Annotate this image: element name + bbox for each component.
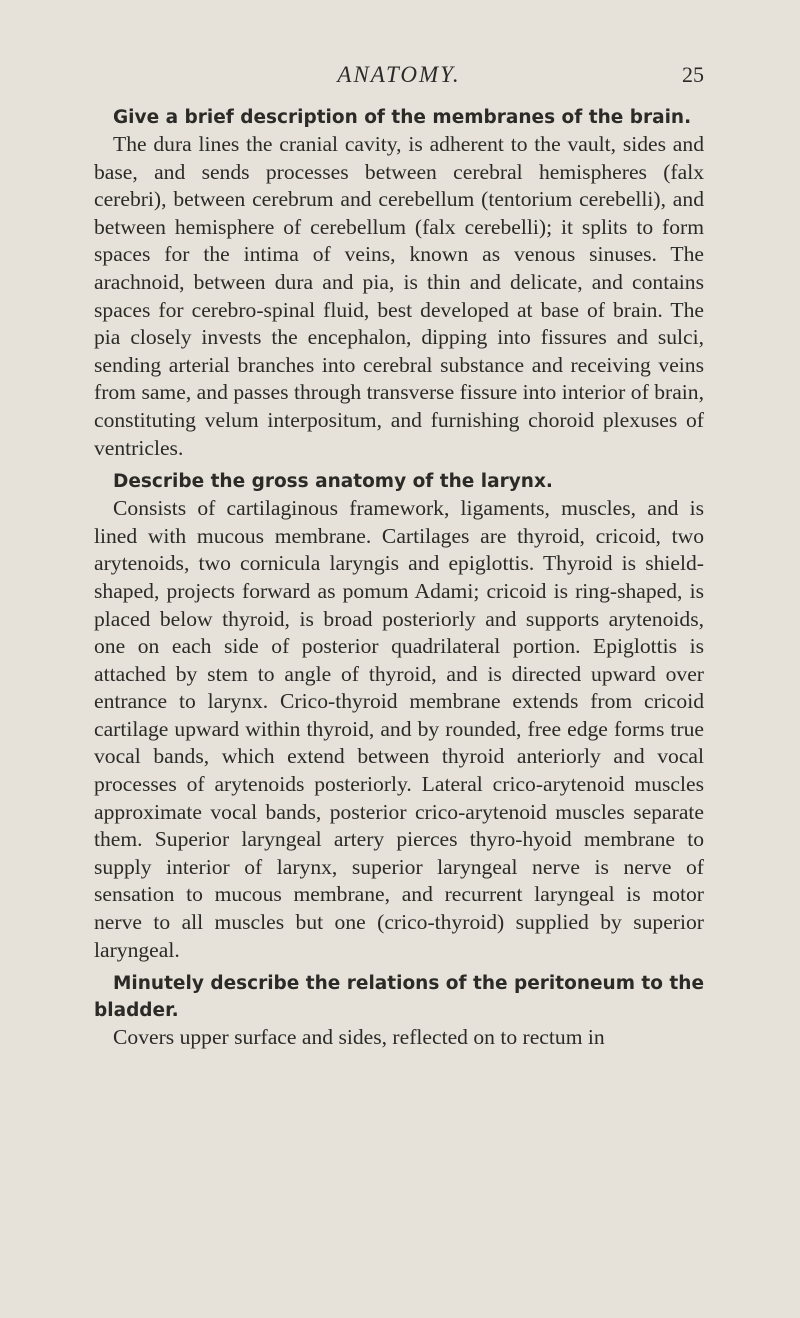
question-heading: Minutely describe the relations of the peritoneum to the bladder. [94, 973, 704, 1022]
section-peritoneum-bladder [94, 970, 704, 1052]
running-head [94, 62, 704, 98]
section-larynx [94, 468, 704, 964]
section-brain-membranes [94, 104, 704, 462]
answer-paragraph: Consists of cartilaginous framework, ligaments, muscles, and is lined with mucous membrane. Cartilages are thyroid, cricoid, two arytenoids, two cornicula laryngis and epiglottis. Thyroid is shield-shaped, projects forward as pomum Adami; cricoid is ring-shaped, is placed below thyroid, is broad posteriorly and supports arytenoids, one on each side of posterior quadrilateral portion. Epiglottis is attached by stem to angle of thyroid, and is directed upward over entrance to larynx. Crico-thyroid membrane extends from cricoid cartilage upward within thyroid, and by rounded, free edge forms true vocal bands, which extend between thyroid anteriorly and vocal processes of arytenoids posteriorly. Lateral crico-arytenoid muscles approximate vocal bands, posterior crico-arytenoid muscles separate them. Superior laryngeal artery pierces thyro-hyoid membrane to supply interior of larynx, superior laryngeal nerve is nerve of sensation to mucous membrane, and recurrent laryngeal is motor nerve to all muscles but one (crico-thyroid) supplied by superior laryngeal. [94, 496, 704, 962]
question-heading: Describe the gross anatomy of the larynx. [113, 471, 553, 493]
answer-paragraph: The dura lines the cranial cavity, is adherent to the vault, sides and base, and sends processes between cerebral hemispheres (falx cerebri), between cerebrum and cerebellum (tentorium cerebelli), and between hemisphere of cerebellum (falx cerebelli); it splits to form spaces for the intima of veins, known as venous sinuses. The arachnoid, between dura and pia, is thin and delicate, and contains spaces for cerebro-spinal fluid, best developed at base of brain. The pia closely invests the encephalon, dipping into fissures and sulci, sending arterial branches into cerebral substance and receiving veins from same, and passes through transverse fissure into interior of brain, constituting velum interpositum, and furnishing choroid plexuses of ventricles. [94, 132, 704, 460]
question-heading: Give a brief description of the membranes of the brain. [113, 107, 692, 128]
page-number: 25 [682, 62, 704, 87]
running-title: ANATOMY. [337, 62, 461, 87]
answer-paragraph: Covers upper surface and sides, reflected on to rectum in [113, 1025, 605, 1050]
